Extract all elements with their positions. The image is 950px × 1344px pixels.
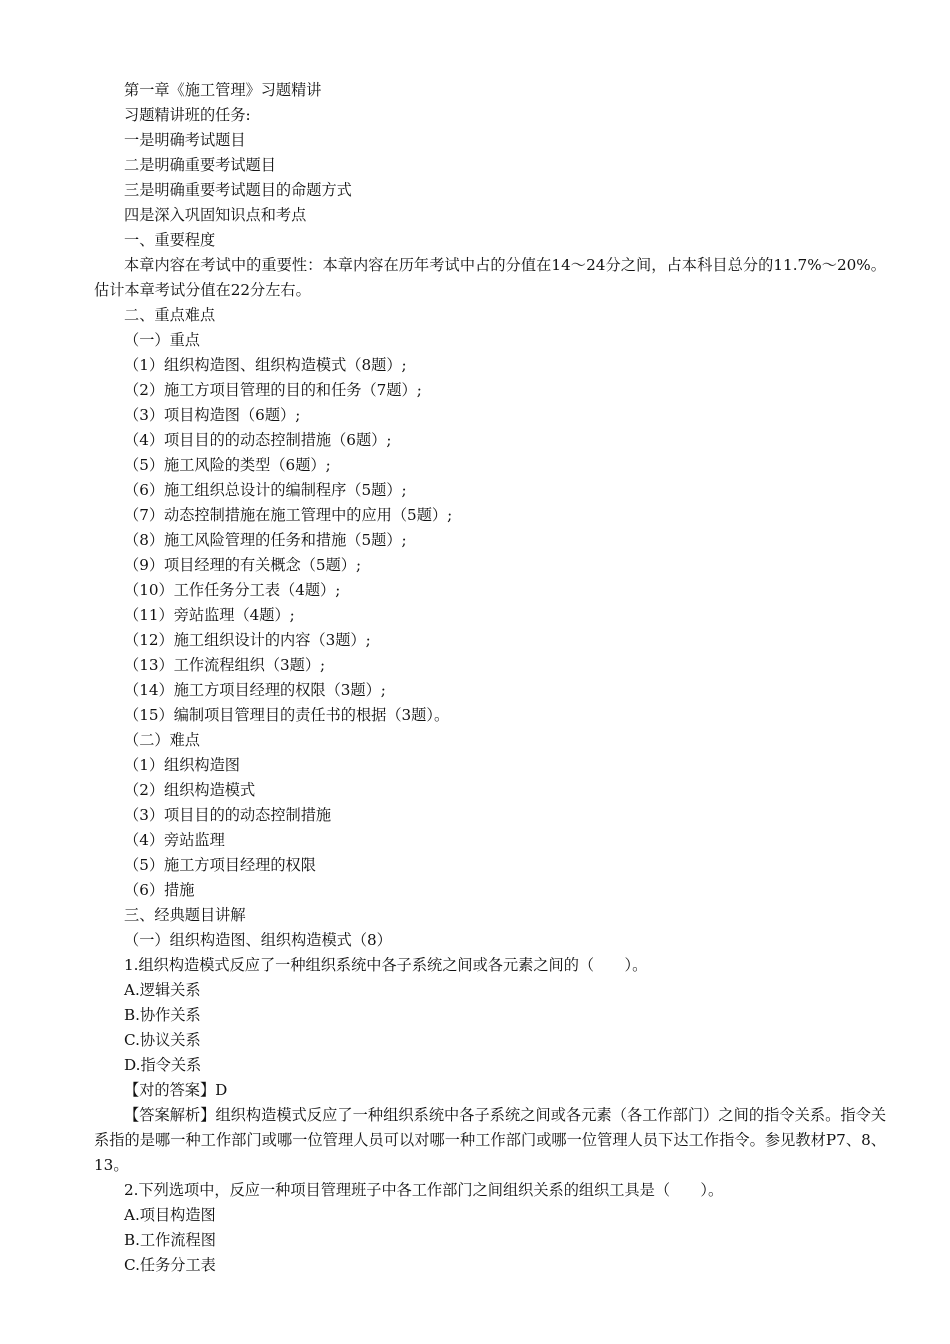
difficult-point-item: （2）组织构造模式 <box>124 781 256 799</box>
task-item: 二是明确重要考试题目 <box>124 156 276 174</box>
task-item: 三是明确重要考试题目的命题方式 <box>124 181 352 199</box>
key-point-item: （7）动态控制措施在施工管理中的应用（5题）; <box>124 506 453 524</box>
tasks-heading: 习题精讲班的任务: <box>124 106 251 124</box>
key-point-item: （13）工作流程组织（3题）; <box>124 656 326 674</box>
question-1: 1.组织构造模式反应了一种组织系统中各子系统之间或各元素之间的（ ）。 <box>124 956 648 974</box>
q1-option-b: B.协作关系 <box>124 1006 201 1024</box>
q1-option-a: A.逻辑关系 <box>124 981 201 999</box>
difficult-point-item: （6）措施 <box>124 881 195 899</box>
key-point-item: （14）施工方项目经理的权限（3题）; <box>124 681 386 699</box>
question-2: 2.下列选项中，反应一种项目管理班子中各工作部门之间组织关系的组织工具是（ ）。 <box>124 1181 724 1199</box>
q2-option-c: C.任务分工表 <box>124 1256 216 1274</box>
document-title: 第一章《施工管理》习题精讲 <box>124 81 322 99</box>
key-point-item: （12）施工组织设计的内容（3题）; <box>124 631 371 649</box>
key-points-heading: （一）重点 <box>124 331 200 349</box>
key-point-item: （5）施工风险的类型（6题）; <box>124 456 331 474</box>
q1-explanation: 【答案解析】组织构造模式反应了一种组织系统中各子系统之间或各元素（各工作部门）之间的指令关系。指令关系指的是哪一种工作部门或哪一位管理人员可以对哪一种工作部门或哪一位管理人员下达工作指令。参见教材P7、8、13。 <box>94 1106 886 1174</box>
q1-option-d: D.指令关系 <box>124 1056 202 1074</box>
key-point-item: （8）施工风险管理的任务和措施（5题）; <box>124 531 407 549</box>
q1-option-c: C.协议关系 <box>124 1031 201 1049</box>
key-point-item: （11）旁站监理（4题）; <box>124 606 295 624</box>
key-point-item: （10）工作任务分工表（4题）; <box>124 581 341 599</box>
section3-heading: 三、经典题目讲解 <box>124 906 246 924</box>
key-point-item: （9）项目经理的有关概念（5题）; <box>124 556 362 574</box>
q2-option-b: B.工作流程图 <box>124 1231 216 1249</box>
task-item: 一是明确考试题目 <box>124 131 246 149</box>
q1-answer: 【对的答案】D <box>124 1081 228 1099</box>
key-point-item: （3）项目构造图（6题）; <box>124 406 301 424</box>
difficult-point-item: （1）组织构造图 <box>124 756 240 774</box>
difficult-point-item: （5）施工方项目经理的权限 <box>124 856 316 874</box>
section3-subheading: （一）组织构造图、组织构造模式（8） <box>124 931 392 949</box>
section2-heading: 二、重点难点 <box>124 306 216 324</box>
key-point-item: （2）施工方项目管理的目的和任务（7题）; <box>124 381 422 399</box>
key-point-item: （4）项目目的的动态控制措施（6题）; <box>124 431 392 449</box>
section1-heading: 一、重要程度 <box>124 231 216 249</box>
task-item: 四是深入巩固知识点和考点 <box>124 206 307 224</box>
importance-paragraph: 本章内容在考试中的重要性：本章内容在历年考试中占的分值在14～24分之间，占本科目总分的11.7%～20%。估计本章考试分值在22分左右。 <box>94 256 886 299</box>
key-point-item: （15）编制项目管理目的责任书的根据（3题）。 <box>124 706 450 724</box>
difficult-point-item: （3）项目目的的动态控制措施 <box>124 806 332 824</box>
key-point-item: （6）施工组织总设计的编制程序（5题）; <box>124 481 407 499</box>
key-point-item: （1）组织构造图、组织构造模式（8题）; <box>124 356 407 374</box>
difficult-point-item: （4）旁站监理 <box>124 831 225 849</box>
difficult-points-heading: （二）难点 <box>124 731 200 749</box>
document-body <box>94 78 886 1278</box>
q2-option-a: A.项目构造图 <box>124 1206 216 1224</box>
